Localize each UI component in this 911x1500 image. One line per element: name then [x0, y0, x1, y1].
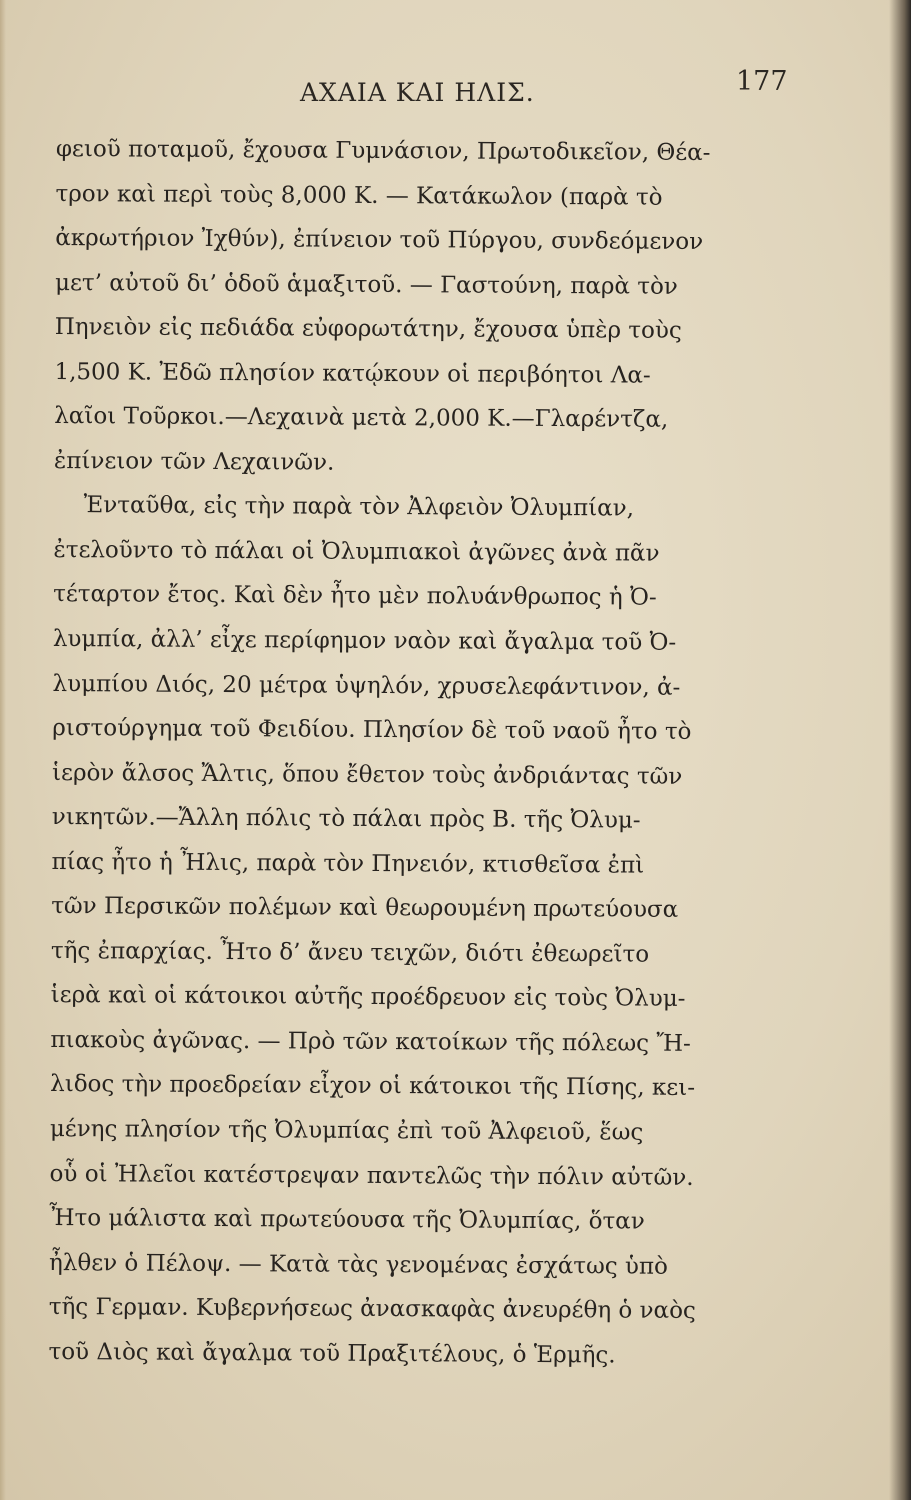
text-line: τῆς Γερμαν. Κυβερνήσεως ἀνασκαφὰς ἀνευρέθη ὁ ναὸς [48, 1294, 696, 1325]
text-line: πίας ἦτο ἡ Ἦλις, παρὰ τὸν Πηνειόν, κτισθεῖσα ἐπὶ [51, 848, 645, 879]
text-line: Ἦτο μάλιστα καὶ πρωτεύουσα τῆς Ὀλυμπίας, ὅταν [49, 1205, 645, 1235]
text-line: τέταρτον ἔτος. Καὶ δὲν ἦτο μὲν πολυάνθρωπος ἡ Ὀ- [53, 581, 657, 612]
running-head: ΑΧΑΙΑ ΚΑΙ ΗΛΙΣ. [300, 78, 535, 107]
text-line: οὗ οἱ Ἠλεῖοι κατέστρεψαν παντελῶς τὴν πόλιν αὐτῶν. [49, 1160, 694, 1191]
text-line: πιακοὺς ἀγῶνας. — Πρὸ τῶν κατοίκων τῆς πόλεως Ἤ- [50, 1026, 691, 1057]
text-line: ἱερὸν ἄλσος Ἄλτις, ὅπου ἔθετον τοὺς ἀνδριάντας τῶν [51, 759, 683, 790]
page-left-edge [0, 0, 6, 1500]
text-line: τοῦ Διὸς καὶ ἄγαλμα τοῦ Πραξιτέλους, ὁ Ἑρμῆς. [48, 1338, 616, 1369]
text-line: λαῖοι Τοῦρκοι.—Λεχαινὰ μετὰ 2,000 Κ.—Γλαρέντζα, [54, 403, 669, 434]
text-line: φειοῦ ποταμοῦ, ἔχουσα Γυμνάσιον, Πρωτοδικεῖον, Θέα- [55, 135, 711, 166]
text-line: ἱερὰ καὶ οἱ κάτοικοι αὐτῆς προέδρευον εἰς τοὺς Ὀλυμ- [50, 982, 686, 1013]
text-line: ἦλθεν ὁ Πέλοψ. — Κατὰ τὰς γενομένας ἐσχάτως ὑπὸ [48, 1249, 668, 1280]
text-line: ἀκρωτήριον Ἰχθύν), ἐπίνειον τοῦ Πύργου, συνδεόμενον [55, 225, 704, 256]
text-line: λυμπίου Διός, 20 μέτρα ὑψηλόν, χρυσελεφάντινον, ἀ- [52, 670, 681, 701]
text-line: τρον καὶ περὶ τοὺς 8,000 Κ. — Κατάκωλον (παρὰ τὸ [55, 180, 663, 211]
text-line: λυμπία, ἀλλ’ εἶχε περίφημον ναὸν καὶ ἄγαλμα τοῦ Ὀ- [52, 626, 677, 656]
text-line: ἐπίνειον τῶν Λεχαινῶν. [53, 447, 335, 476]
text-line: ἐτελοῦντο τὸ πάλαι οἱ Ὀλυμπιακοὶ ἀγῶνες ἀνὰ πᾶν [53, 536, 660, 567]
body-text [48, 127, 826, 1379]
text-line: νικητῶν.—Ἄλλη πόλις τὸ πάλαι πρὸς Β. τῆς Ὀλυμ- [51, 804, 641, 834]
text-line: Πηνειὸν εἰς πεδιάδα εὐφορωτάτην, ἔχουσα ὑπὲρ τοὺς [54, 314, 682, 345]
text-line: τῆς ἐπαρχίας. Ἦτο δ’ ἄνευ τειχῶν, διότι ἐθεωρεῖτο [50, 937, 650, 968]
text-line: τῶν Περσικῶν πολέμων καὶ θεωρουμένη πρωτεύουσα [51, 893, 679, 924]
page-gutter-shadow [889, 0, 911, 1500]
text-line: ριστούργημα τοῦ Φειδίου. Πλησίον δὲ τοῦ ναοῦ ἦτο τὸ [52, 715, 692, 746]
text-line: λιδος τὴν προεδρείαν εἶχον οἱ κάτοικοι τῆς Πίσης, κει- [50, 1071, 696, 1102]
text-line: μένης πλησίον τῆς Ὀλυμπίας ἐπὶ τοῦ Ἀλφειοῦ, ἕως [49, 1116, 644, 1146]
text-line: μετ’ αὐτοῦ δι’ ὁδοῦ ἁμαξιτοῦ. — Γαστούνη, παρὰ τὸν [54, 269, 678, 300]
page-number: 177 [736, 66, 788, 97]
paragraph-start-line: Ἐνταῦθα, εἰς τὴν παρὰ τὸν Ἀλφειὸν Ὀλυμπίαν, [83, 492, 635, 522]
text-line: 1,500 Κ. Ἐδῶ πλησίον κατῴκουν οἱ περιβόητοι Λα- [54, 358, 651, 389]
